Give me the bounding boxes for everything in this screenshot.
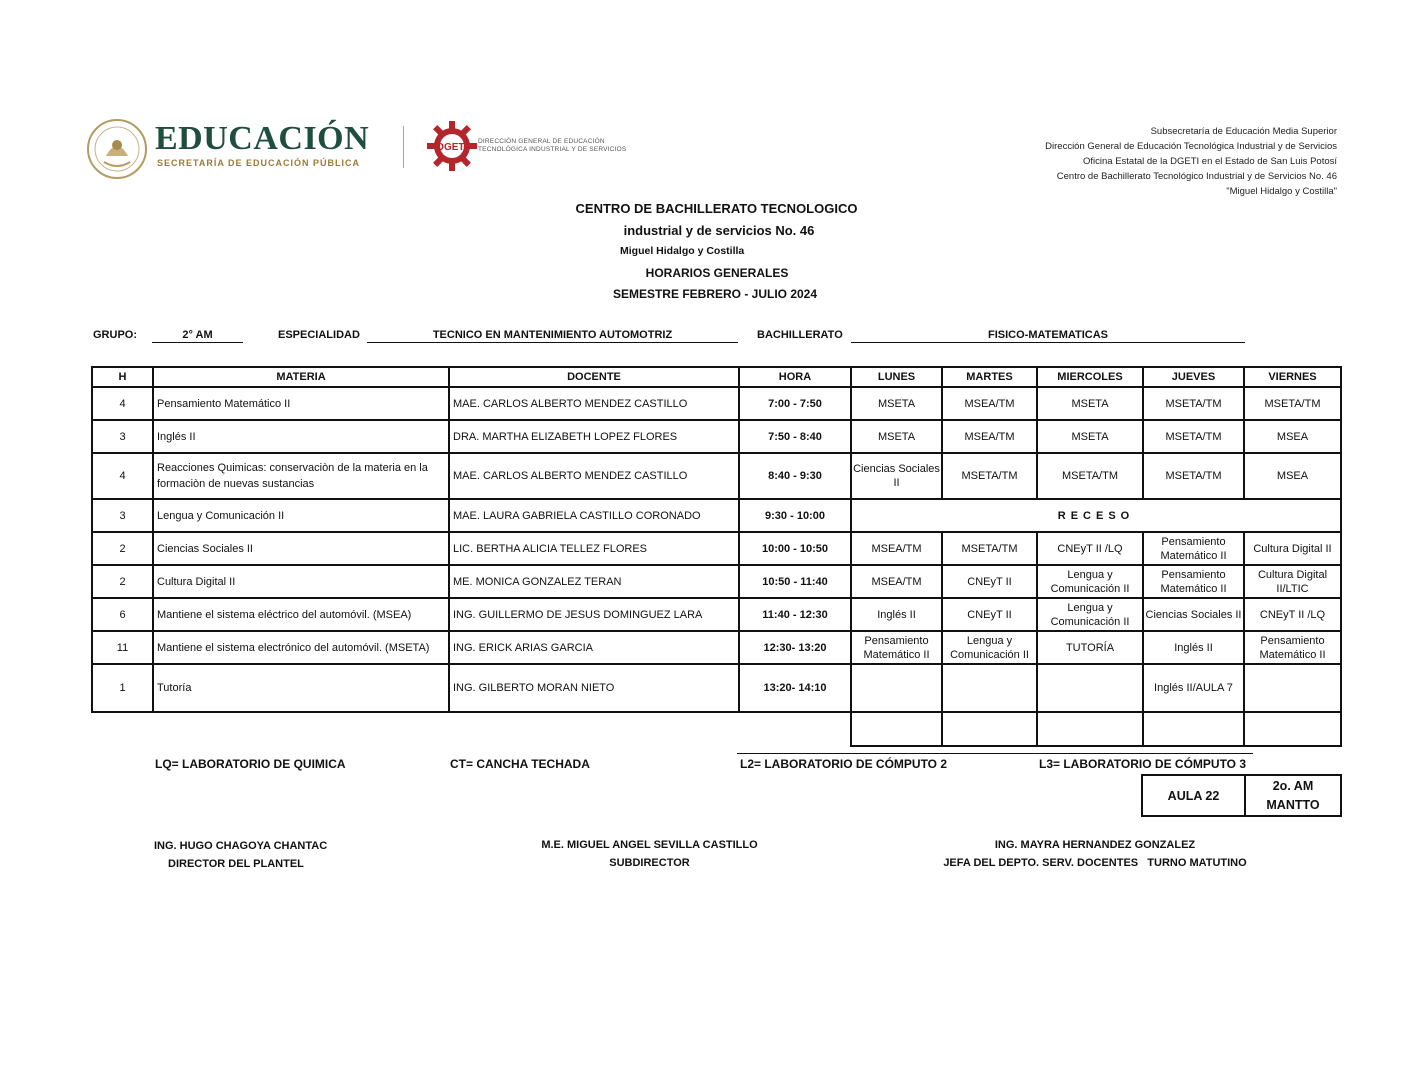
bachillerato-value: FISICO-MATEMATICAS — [851, 329, 1245, 343]
signature-name: M.E. MIGUEL ANGEL SEVILLA CASTILLO — [541, 839, 758, 851]
header-viernes: VIERNES — [1244, 367, 1341, 387]
time-cell: 10:00 - 10:50 — [739, 532, 851, 565]
subject-cell: Lengua y Comunicación II — [153, 499, 449, 532]
school-title: CENTRO DE BACHILLERATO TECNOLOGICO — [575, 201, 858, 216]
table-header-row — [92, 367, 1341, 387]
tuesday-cell: MSETA/TM — [942, 453, 1037, 499]
monday-cell: Inglés II — [851, 598, 942, 631]
header-martes: MARTES — [942, 367, 1037, 387]
time-cell: 8:40 - 9:30 — [739, 453, 851, 499]
classroom-group — [1245, 775, 1341, 816]
legend-l2: L2= LABORATORIO DE CÓMPUTO 2 — [740, 757, 948, 771]
table-row — [92, 598, 1341, 631]
institution-line: "Miguel Hidalgo y Costilla" — [1226, 186, 1337, 197]
hours-cell: 2 — [92, 532, 153, 565]
tuesday-cell: CNEyT II — [942, 598, 1037, 631]
table-row — [92, 499, 1341, 532]
signature-role: SUBDIRECTOR — [609, 857, 690, 869]
header-materia: MATERIA — [153, 367, 449, 387]
classroom-group-line: 2o. AM — [1272, 778, 1314, 793]
teacher-cell: ING. GILBERTO MORAN NIETO — [449, 664, 739, 712]
subject-cell: Pensamiento Matemático II — [153, 387, 449, 420]
signature-head — [930, 839, 1260, 869]
friday-cell: MSEA — [1244, 420, 1341, 453]
wednesday-cell — [1037, 664, 1143, 712]
signature-subdirector — [537, 839, 762, 869]
time-cell: 12:30- 13:20 — [739, 631, 851, 664]
dgeti-gear-logo — [426, 120, 478, 172]
header-docente: DOCENTE — [449, 367, 739, 387]
wednesday-cell: MSETA — [1037, 387, 1143, 420]
dgeti-logo-text-line: TECNOLÓGICA INDUSTRIAL Y DE SERVICIOS — [478, 145, 627, 153]
semester-label: SEMESTRE FEBRERO - JULIO 2024 — [612, 287, 818, 301]
friday-cell — [1244, 664, 1341, 712]
monday-cell: MSETA — [851, 420, 942, 453]
dgeti-gear-label: DGETI — [436, 142, 468, 153]
monday-cell: MSEA/TM — [851, 565, 942, 598]
table-row — [92, 420, 1341, 453]
tuesday-cell — [942, 664, 1037, 712]
friday-cell: CNEyT II /LQ — [1244, 598, 1341, 631]
time-cell: 7:50 - 8:40 — [739, 420, 851, 453]
tuesday-cell: MSEA/TM — [942, 387, 1037, 420]
friday-cell: MSEA — [1244, 453, 1341, 499]
thursday-cell: Ciencias Sociales II — [1143, 598, 1244, 631]
grupo-label: GRUPO: — [93, 329, 137, 341]
time-cell: 11:40 - 12:30 — [739, 598, 851, 631]
recess-cell: RECESO — [851, 499, 1341, 532]
empty-cell — [92, 712, 153, 746]
time-cell: 9:30 - 10:00 — [739, 499, 851, 532]
header-lunes: LUNES — [851, 367, 942, 387]
hours-cell: 4 — [92, 453, 153, 499]
signature-role: DIRECTOR DEL PLANTEL — [168, 858, 304, 870]
table-row — [92, 387, 1341, 420]
monday-cell: MSEA/TM — [851, 532, 942, 565]
time-cell: 10:50 - 11:40 — [739, 565, 851, 598]
friday-cell: MSETA/TM — [1244, 387, 1341, 420]
time-cell: 7:00 - 7:50 — [739, 387, 851, 420]
institution-line: Centro de Bachillerato Tecnológico Industrial y de Servicios No. 46 — [1056, 171, 1337, 182]
table-empty-row — [92, 712, 1341, 746]
subject-cell: Tutoría — [153, 664, 449, 712]
institution-header — [1045, 124, 1337, 199]
thursday-cell: MSETA/TM — [1143, 453, 1244, 499]
legend-ct: CT= CANCHA TECHADA — [450, 757, 590, 771]
tuesday-cell: Lengua y Comunicación II — [942, 631, 1037, 664]
wednesday-cell: MSETA — [1037, 420, 1143, 453]
hours-cell: 11 — [92, 631, 153, 664]
tuesday-cell: MSETA/TM — [942, 532, 1037, 565]
wednesday-cell: Lengua y Comunicación II — [1037, 598, 1143, 631]
subject-cell: Mantiene el sistema eléctrico del automóvil. (MSEA) — [153, 598, 449, 631]
subject-cell: Cultura Digital II — [153, 565, 449, 598]
school-name: Miguel Hidalgo y Costilla — [620, 245, 745, 257]
teacher-cell: MAE. CARLOS ALBERTO MENDEZ CASTILLO — [449, 387, 739, 420]
institution-line: Oficina Estatal de la DGETI en el Estado de San Luis Potosí — [1083, 156, 1337, 167]
grupo-value: 2° AM — [152, 329, 243, 343]
signature-name: ING. HUGO CHAGOYA CHANTAC — [154, 840, 328, 852]
empty-cell — [153, 712, 449, 746]
monday-cell — [851, 664, 942, 712]
hours-cell: 6 — [92, 598, 153, 631]
header-h: H — [92, 367, 153, 387]
wednesday-cell: Lengua y Comunicación II — [1037, 565, 1143, 598]
hours-cell: 3 — [92, 420, 153, 453]
classroom-group-line: MANTTO — [1266, 797, 1320, 812]
dgeti-logo-text-line: DIRECCIÓN GENERAL DE EDUCACIÓN — [478, 138, 605, 145]
empty-cell — [449, 712, 739, 746]
especialidad-value: TECNICO EN MANTENIMIENTO AUTOMOTRIZ — [367, 329, 738, 343]
especialidad-label: ESPECIALIDAD — [278, 329, 360, 341]
legend-l3: L3= LABORATORIO DE CÓMPUTO 3 — [1039, 757, 1247, 771]
table-row — [92, 532, 1341, 565]
signature-name: ING. MAYRA HERNANDEZ GONZALEZ — [994, 839, 1196, 851]
wednesday-cell: CNEyT II /LQ — [1037, 532, 1143, 565]
wednesday-cell: TUTORÍA — [1037, 631, 1143, 664]
empty-cell — [1037, 712, 1143, 746]
classroom-box — [1141, 774, 1342, 817]
thursday-cell: MSETA/TM — [1143, 420, 1244, 453]
header-jueves: JUEVES — [1143, 367, 1244, 387]
teacher-cell: ING. ERICK ARIAS GARCIA — [449, 631, 739, 664]
header-hora: HORA — [739, 367, 851, 387]
table-row — [92, 631, 1341, 664]
hours-cell: 1 — [92, 664, 153, 712]
thursday-cell: Inglés II/AULA 7 — [1143, 664, 1244, 712]
subject-cell: Mantiene el sistema electrónico del automóvil. (MSETA) — [153, 631, 449, 664]
tuesday-cell: CNEyT II — [942, 565, 1037, 598]
thursday-cell: MSETA/TM — [1143, 387, 1244, 420]
friday-cell: Cultura Digital II/LTIC — [1244, 565, 1341, 598]
monday-cell: MSETA — [851, 387, 942, 420]
institution-line: Subsecretaría de Educación Media Superior — [1150, 126, 1337, 137]
teacher-cell: DRA. MARTHA ELIZABETH LOPEZ FLORES — [449, 420, 739, 453]
time-cell: 13:20- 14:10 — [739, 664, 851, 712]
hours-cell: 4 — [92, 387, 153, 420]
signature-role: JEFA DEL DEPTO. SERV. DOCENTES TURNO MATUTINO — [943, 857, 1247, 869]
subject-cell: Ciencias Sociales II — [153, 532, 449, 565]
monday-cell: Pensamiento Matemático II — [851, 631, 942, 664]
subject-cell: Reacciones Quimicas: conservaciòn de la materia en la formaciòn de nuevas sustancias — [153, 453, 449, 499]
tuesday-cell: MSEA/TM — [942, 420, 1037, 453]
school-subtitle: industrial y de servicios No. 46 — [623, 223, 815, 238]
empty-cell — [942, 712, 1037, 746]
legend-divider — [737, 753, 1253, 754]
thursday-cell: Pensamiento Matemático II — [1143, 565, 1244, 598]
empty-cell — [851, 712, 942, 746]
thursday-cell: Inglés II — [1143, 631, 1244, 664]
schedule-table — [91, 366, 1342, 747]
teacher-cell: ME. MONICA GONZALEZ TERAN — [449, 565, 739, 598]
institution-line: Dirección General de Educación Tecnológica Industrial y de Servicios — [1045, 141, 1337, 152]
classroom-label: AULA 22 — [1142, 775, 1245, 816]
header-miercoles: MIERCOLES — [1037, 367, 1143, 387]
table-row — [92, 453, 1341, 499]
table-row — [92, 565, 1341, 598]
education-logo-wordmark: EDUCACIÓN — [155, 120, 370, 157]
teacher-cell: ING. GUILLERMO DE JESUS DOMINGUEZ LARA — [449, 598, 739, 631]
teacher-cell: LIC. BERTHA ALICIA TELLEZ FLORES — [449, 532, 739, 565]
empty-cell — [739, 712, 851, 746]
hours-cell: 3 — [92, 499, 153, 532]
friday-cell: Pensamiento Matemático II — [1244, 631, 1341, 664]
teacher-cell: MAE. CARLOS ALBERTO MENDEZ CASTILLO — [449, 453, 739, 499]
signature-director — [154, 840, 327, 870]
national-seal-logo — [86, 118, 148, 180]
friday-cell: Cultura Digital II — [1244, 532, 1341, 565]
teacher-cell: MAE. LAURA GABRIELA CASTILLO CORONADO — [449, 499, 739, 532]
table-row — [92, 664, 1341, 712]
wednesday-cell: MSETA/TM — [1037, 453, 1143, 499]
empty-cell — [1244, 712, 1341, 746]
empty-cell — [1143, 712, 1244, 746]
monday-cell: Ciencias Sociales II — [851, 453, 942, 499]
logo-divider — [403, 126, 404, 168]
dgeti-logo-text — [478, 138, 626, 153]
thursday-cell: Pensamiento Matemático II — [1143, 532, 1244, 565]
hours-cell: 2 — [92, 565, 153, 598]
education-logo-subtitle: SECRETARÍA DE EDUCACIÓN PÚBLICA — [157, 158, 361, 168]
bachillerato-label: BACHILLERATO — [757, 329, 843, 341]
subject-cell: Inglés II — [153, 420, 449, 453]
legend-lq: LQ= LABORATORIO DE QUIMICA — [155, 757, 346, 771]
document-title: HORARIOS GENERALES — [645, 266, 789, 280]
